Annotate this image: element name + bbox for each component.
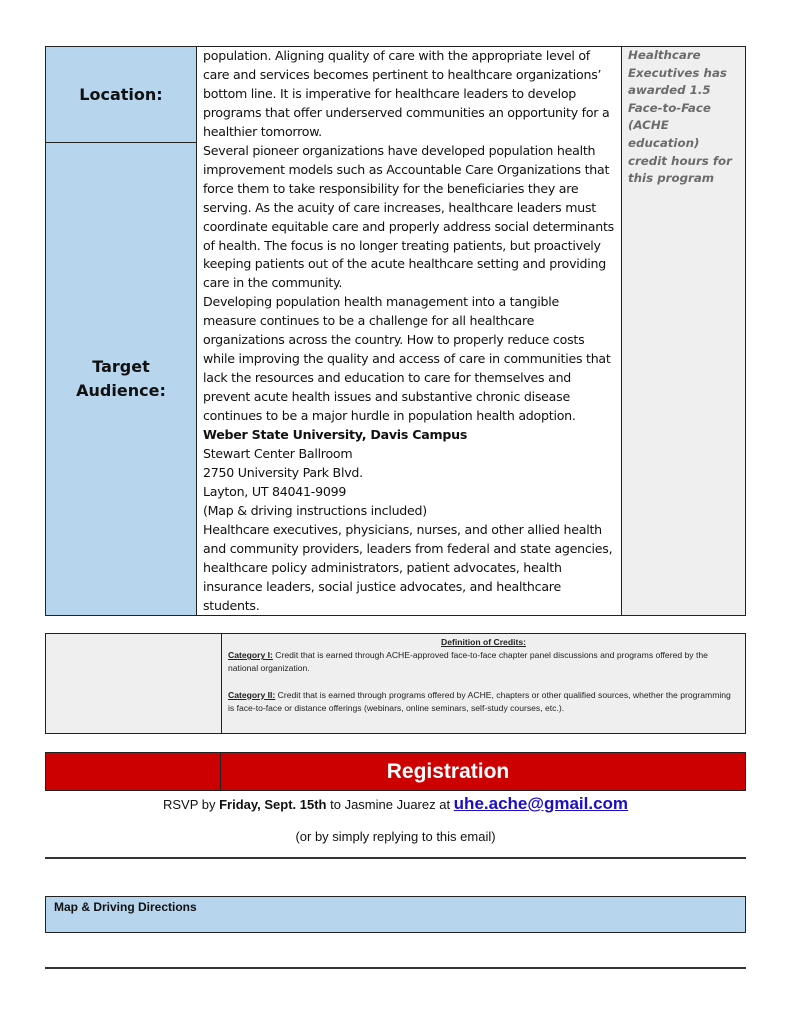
description-paragraph: population. Aligning quality of care with the appropriate level of care and services becomes pertinent to healthcare organizations’ bottom line. It is imperative for healthcare leaders to develop programs that offer underserved communities an opportunity for a healthier tomorrow. <box>203 48 610 139</box>
map-directions-header: Map & Driving Directions <box>45 896 746 933</box>
rsvp-line: RSVP by Friday, Sept. 15th to Jasmine Juarez at uhe.ache@gmail.com <box>162 794 629 813</box>
credits-definitions <box>222 634 745 733</box>
divider <box>45 857 746 859</box>
target-audience-label: Target Audience: <box>46 143 197 615</box>
registration-header <box>45 752 746 791</box>
rsvp-email-link[interactable]: uhe.ache@gmail.com <box>453 794 629 813</box>
event-description <box>197 47 622 615</box>
target-audience-text: Healthcare executives, physicians, nurses, and other allied health and community providers, leaders from federal and state agencies, healthcare policy administrators, patient advocates, health insurance leaders, social justice advocates, and healthcare students. <box>203 521 613 613</box>
credits-title: Definition of Credits: <box>441 637 526 647</box>
venue-map-note: (Map & driving instructions included) <box>203 502 427 518</box>
credits-empty-cell <box>46 634 222 733</box>
reply-note: (or by simply replying to this email) <box>295 829 496 844</box>
venue-street: 2750 University Park Blvd. <box>203 464 363 480</box>
description-paragraph: Developing population health management into a tangible measure continues to be a challenge for all healthcare organizations across the country. How to properly reduce costs while improving the quality and access of care in communities that lack the resources and education to care for themselves and prevent acute health issues and substantive chronic disease continues to be a major hurdle in population health adoption. <box>203 294 611 424</box>
venue-city: Layton, UT 84041-9099 <box>203 483 347 499</box>
category-2-definition: Category II: Credit that is earned through programs offered by ACHE, chapters or other qualified sources, whether the programming is face-to-face or distance offerings (webinars, online seminars, self-study courses, etc.). <box>228 689 731 713</box>
event-details-table <box>45 46 746 616</box>
location-label: Location: <box>46 47 197 143</box>
description-paragraph: Several pioneer organizations have developed population health improvement models such as Accountable Care Organizations that force them to take responsibility for the beneficiaries they are serving. As the acuity of care increases, healthcare leaders must coordinate equitable care and properly address social determinants of health. The focus is no longer treating patients, but proactively keeping patients out of the acute healthcare setting and providing care in the community. <box>203 142 614 291</box>
category-1-definition: Category I: Credit that is earned through ACHE-approved face-to-face chapter panel discussions and programs offered by the national organization. <box>228 650 708 674</box>
venue-name: Weber State University, Davis Campus <box>203 427 468 443</box>
venue-room: Stewart Center Ballroom <box>203 446 353 462</box>
credits-definition-table <box>45 633 746 734</box>
registration-title: Registration <box>386 759 510 783</box>
divider <box>45 967 746 969</box>
credit-hours-note: Healthcare Executives has awarded 1.5 Face-to-Face (ACHE education) credit hours for this program <box>622 47 745 615</box>
rsvp-deadline: Friday, Sept. 15th <box>219 797 327 812</box>
